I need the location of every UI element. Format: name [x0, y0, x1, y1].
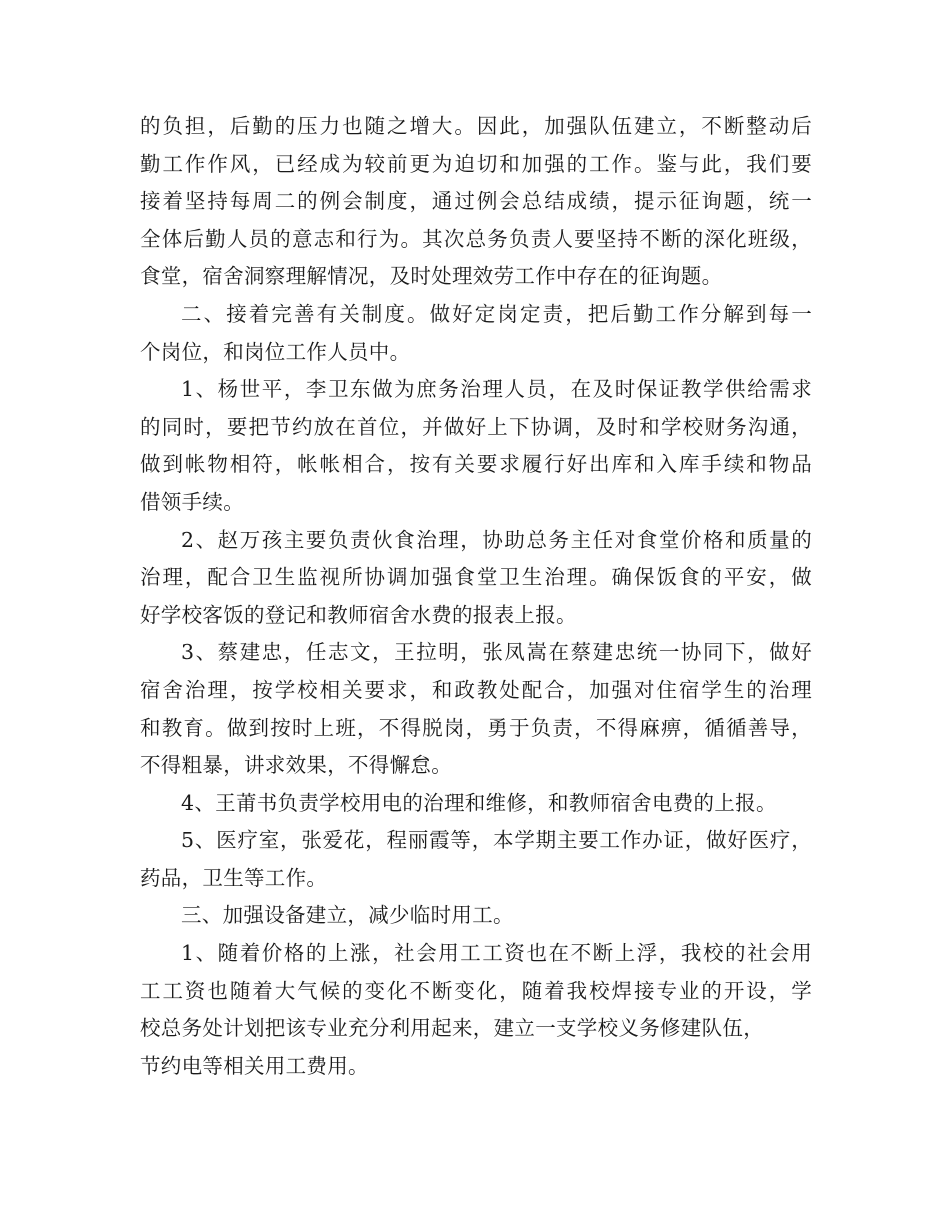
text-line: 二、接着完善有关制度。做好定岗定责，把后勤工作分解到每一 — [181, 301, 812, 326]
text-line: 1、随着价格的上涨，社会用工工资也在不断上浮，我校的社会用 — [181, 941, 812, 966]
text-line: 治理，配合卫生监视所协调加强食堂卫生治理。确保饭食的平安，做 — [140, 565, 812, 590]
text-line: 做到帐物相符，帐帐相合，按有关要求履行好出库和入库手续和物品 — [140, 452, 812, 477]
text-line: 3、蔡建忠，任志文，王拉明，张凤嵩在蔡建忠统一协同下，做好 — [181, 640, 812, 665]
text-line: 工工资也随着大气候的变化不断变化，随着我校焊接专业的开设，学 — [140, 978, 812, 1003]
text-line: 药品，卫生等工作。 — [140, 865, 328, 890]
text-line: 勤工作作风，已经成为较前更为迫切和加强的工作。鉴与此，我们要 — [140, 151, 812, 176]
text-line: 全体后勤人员的意志和行为。其次总务负责人要坚持不断的深化班级， — [140, 226, 812, 251]
text-line: 4、王莆书负责学校用电的治理和维修，和教师宿舍电费的上报。 — [181, 790, 777, 815]
text-line: 的同时，要把节约放在首位，并做好上下协调，及时和学校财务沟通， — [140, 414, 812, 439]
text-line: 宿舍治理，按学校相关要求，和政教处配合，加强对住宿学生的治理 — [140, 677, 812, 702]
text-line: 好学校客饭的登记和教师宿舍水费的报表上报。 — [140, 602, 577, 627]
text-line: 个岗位，和岗位工作人员中。 — [140, 339, 411, 364]
text-line: 节约电等相关用工费用。 — [140, 1053, 369, 1078]
document-body — [140, 108, 812, 1085]
text-line: 的负担，后勤的压力也随之增大。因此，加强队伍建立，不断整动后 — [140, 114, 812, 138]
text-line: 不得粗暴，讲求效果，不得懈怠。 — [140, 753, 452, 778]
text-line: 2、赵万孩主要负责伙食治理，协助总务主任对食堂价格和质量的 — [181, 527, 812, 552]
text-line: 5、医疗室，张爱花，程丽霞等，本学期主要工作办证，做好医疗， — [181, 828, 812, 853]
text-line: 和教育。做到按时上班，不得脱岗，勇于负责，不得麻痹，循循善导， — [140, 715, 812, 740]
text-line: 接着坚持每周二的例会制度，通过例会总结成绩，提示征询题，统一 — [140, 189, 812, 214]
text-line: 借领手续。 — [140, 489, 244, 514]
text-line: 1、杨世平，李卫东做为庶务治理人员，在及时保证教学供给需求 — [181, 377, 812, 402]
text-line: 校总务处计划把该专业充分利用起来，建立一支学校义务修建队伍， — [140, 1016, 764, 1041]
text-line: 三、加强设备建立，减少临时用工。 — [181, 903, 514, 928]
text-line: 食堂，宿舍洞察理解情况，及时处理效劳工作中存在的征询题。 — [140, 264, 723, 289]
